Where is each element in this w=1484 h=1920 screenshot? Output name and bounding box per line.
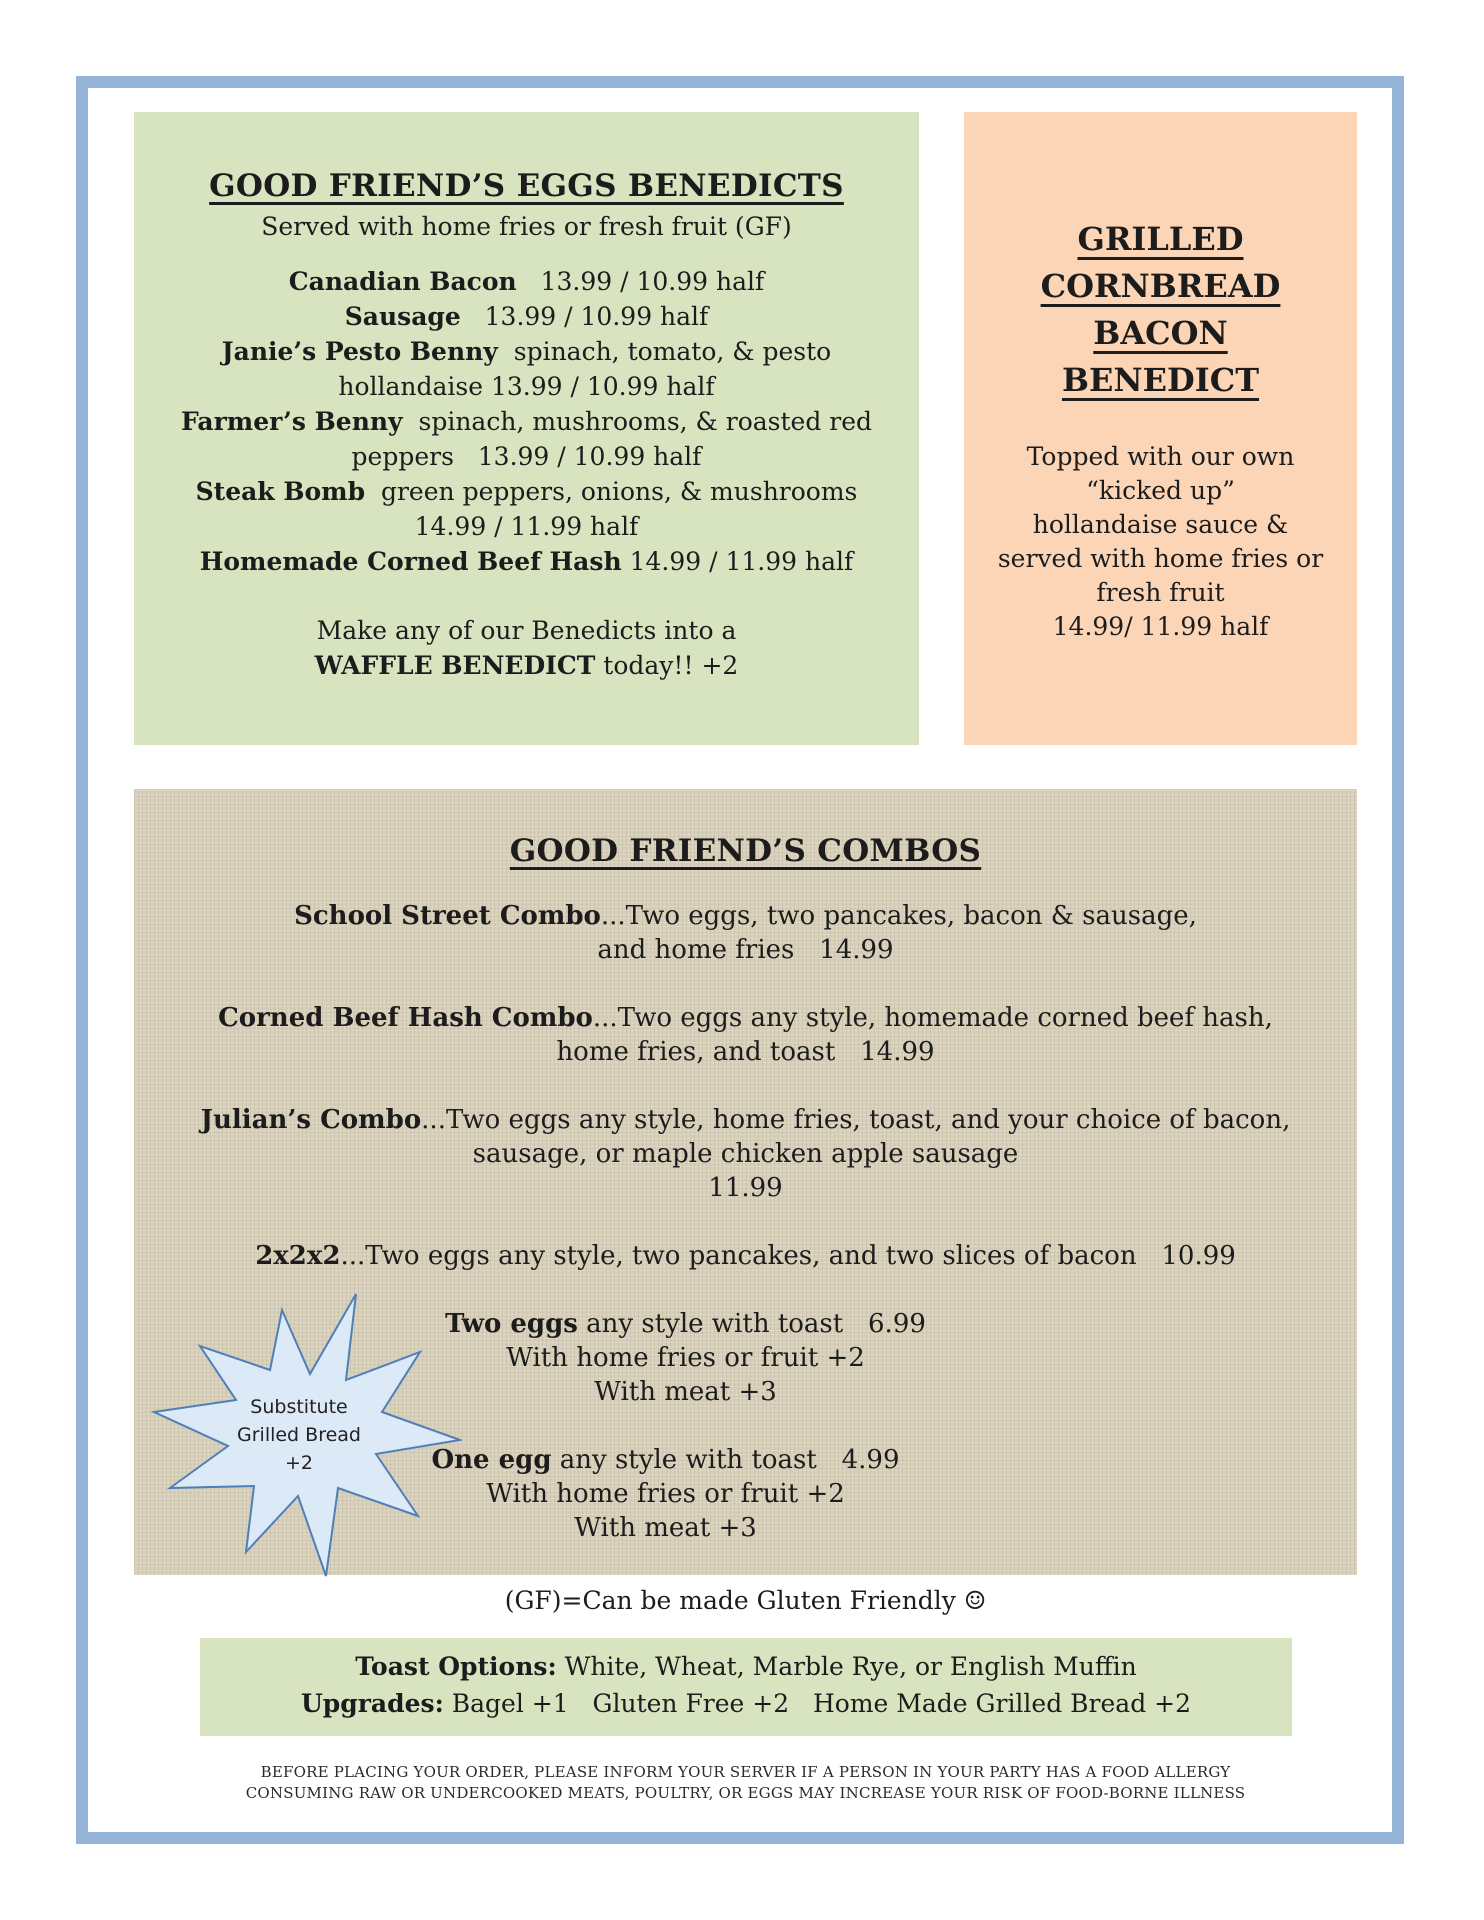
item-name: Janie’s Pesto Benny: [221, 337, 498, 366]
combo-name: School Street Combo: [294, 901, 601, 931]
combo-desc: ...Two eggs, two pancakes, bacon & sausage,: [600, 901, 1197, 931]
allergy-warning: [134, 1762, 1357, 1804]
cornbread-title-line: BACON: [1093, 314, 1228, 352]
cornbread-title: [964, 216, 1357, 404]
cornbread-title-line: CORNBREAD: [1040, 267, 1281, 305]
combo-name: Two eggs: [445, 1309, 578, 1339]
menu-item: [134, 334, 919, 404]
starburst-text: [150, 1290, 462, 1580]
menu-item: [134, 544, 919, 579]
combo-name: 2x2x2: [255, 1241, 341, 1271]
starburst-line: +2: [284, 1452, 313, 1474]
cornbread-desc-line: Topped with our own: [1026, 442, 1295, 471]
toast-options: White, Wheat, Marble Rye, or English Muffin: [556, 1652, 1137, 1681]
item-desc-2: 14.99 / 11.99 half: [414, 512, 639, 541]
cornbread-title-line: BENEDICT: [1061, 361, 1260, 399]
combo-option: With home fries or fruit +2: [486, 1479, 845, 1509]
cornbread-title-line: GRILLED: [1077, 220, 1244, 258]
combo-desc-2: home fries, and toast 14.99: [556, 1037, 935, 1067]
menu-item: [134, 404, 919, 474]
combo-item: [134, 1001, 1357, 1069]
substitute-bread-starburst: [150, 1290, 462, 1580]
item-name: Sausage: [344, 302, 461, 331]
starburst-line: Substitute: [250, 1396, 348, 1418]
upgrades-line: [200, 1685, 1292, 1722]
waffle-line-1: Make any of our Benedicts into a: [316, 616, 737, 645]
benedicts-section: [134, 112, 919, 745]
item-desc: 13.99 / 10.99 half: [460, 302, 709, 331]
item-name: Canadian Bacon: [288, 267, 517, 296]
cornbread-description: [964, 440, 1357, 644]
waffle-note: [134, 613, 919, 683]
cornbread-desc-line: “kicked up”: [1086, 476, 1235, 505]
combo-option: With meat +3: [594, 1377, 777, 1407]
cornbread-price: 14.99/ 11.99 half: [1052, 612, 1269, 641]
combo-item: [134, 1103, 1357, 1205]
item-name: Homemade Corned Beef Hash: [199, 547, 622, 576]
combo-price: 11.99: [708, 1173, 783, 1203]
waffle-rest: today!! +2: [595, 651, 739, 680]
combo-desc: any style with toast 4.99: [551, 1445, 900, 1475]
toast-label: Toast Options:: [355, 1652, 557, 1681]
menu-item: [134, 299, 919, 334]
toast-options-line: [200, 1648, 1292, 1685]
combos-title: GOOD FRIEND’S COMBOS: [509, 833, 982, 869]
combo-name: Julian’s Combo: [200, 1105, 422, 1135]
cornbread-section: [964, 112, 1357, 745]
menu-item: [134, 474, 919, 544]
combo-item: [134, 899, 1357, 967]
combo-desc: ...Two eggs any style, home fries, toast, and your choice of bacon,: [421, 1105, 1291, 1135]
item-desc: green peppers, onions, & mushrooms: [365, 477, 858, 506]
combo-desc-2: and home fries 14.99: [597, 935, 894, 965]
gluten-friendly-note: (GF)=Can be made Gluten Friendly ☺: [504, 1586, 987, 1615]
item-name: Steak Bomb: [195, 477, 366, 506]
item-name: Farmer’s Benny: [180, 407, 403, 436]
item-desc: spinach, mushrooms, & roasted red: [402, 407, 873, 436]
item-desc-2: peppers 13.99 / 10.99 half: [351, 442, 702, 471]
item-desc: spinach, tomato, & pesto: [497, 337, 832, 366]
warning-line: BEFORE PLACING YOUR ORDER, PLEASE INFORM YOUR SERVER IF A PERSON IN YOUR PARTY HAS A FOOD ALLERGY: [260, 1763, 1231, 1781]
cornbread-desc-line: served with home fries or: [997, 544, 1324, 573]
menu-item: [134, 264, 919, 299]
combo-option: With home fries or fruit +2: [506, 1343, 865, 1373]
upgrades-label: Upgrades:: [301, 1689, 444, 1718]
combo-name: One egg: [431, 1445, 552, 1475]
combo-option: With meat +3: [574, 1513, 757, 1543]
combo-name: Corned Beef Hash Combo: [218, 1003, 593, 1033]
combo-desc: ...Two eggs any style, homemade corned beef hash,: [592, 1003, 1273, 1033]
toast-options-section: [200, 1638, 1292, 1736]
cornbread-desc-line: fresh fruit: [1096, 578, 1225, 607]
combo-desc: ...Two eggs any style, two pancakes, and two slices of bacon 10.99: [340, 1241, 1236, 1271]
benedicts-title: GOOD FRIEND’S EGGS BENEDICTS: [209, 168, 844, 204]
combo-desc-2: sausage, or maple chicken apple sausage: [472, 1139, 1019, 1169]
item-desc: 13.99 / 10.99 half: [516, 267, 765, 296]
combo-item: [134, 1239, 1357, 1273]
upgrades-options: Bagel +1 Gluten Free +2 Home Made Grilled Bread +2: [443, 1689, 1191, 1718]
item-desc-2: hollandaise 13.99 / 10.99 half: [338, 372, 715, 401]
warning-line: CONSUMING RAW OR UNDERCOOKED MEATS, POULTRY, OR EGGS MAY INCREASE YOUR RISK OF FOOD-BORNE ILLNESS: [245, 1784, 1246, 1802]
combo-desc: any style with toast 6.99: [577, 1309, 926, 1339]
cornbread-desc-line: hollandaise sauce &: [1032, 510, 1289, 539]
waffle-bold: WAFFLE BENEDICT: [314, 651, 596, 680]
starburst-line: Grilled Bread: [237, 1424, 361, 1446]
benedicts-subtitle: Served with home fries or fresh fruit (GF): [261, 212, 792, 241]
item-desc: 14.99 / 11.99 half: [621, 547, 854, 576]
